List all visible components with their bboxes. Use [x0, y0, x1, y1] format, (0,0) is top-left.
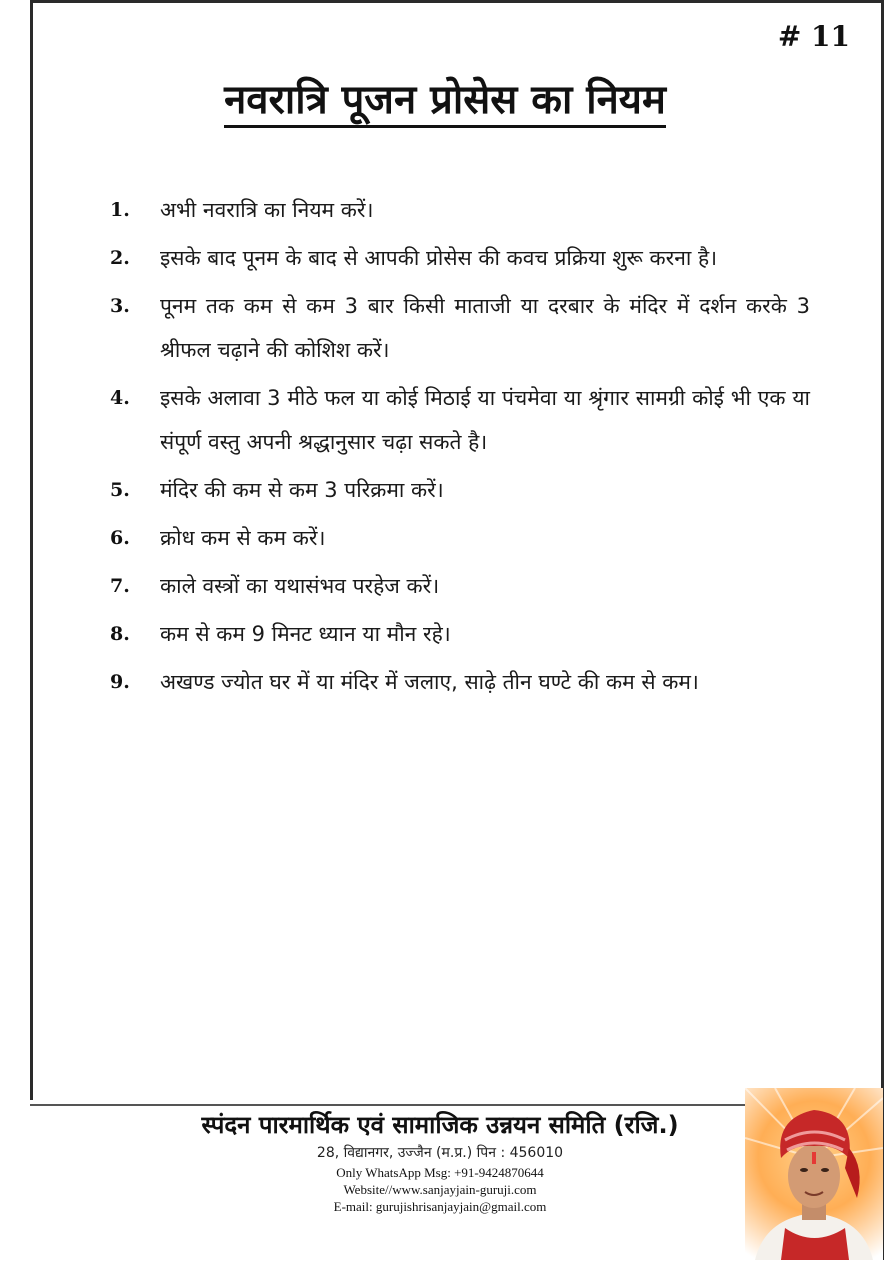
rule-item-3 [110, 284, 810, 372]
rule-text: काले वस्त्रों का यथासंभव परहेज करें। [160, 574, 440, 598]
rule-text: पूनम तक कम से कम 3 बार किसी माताजी या दरबार के मंदिर में दर्शन करके 3 श्रीफल चढ़ाने की कोशिश करें। [160, 294, 810, 362]
organization-name: स्पंदन पारमार्थिक एवं सामाजिक उन्नयन समिति (रजि.) [201, 1111, 679, 1139]
rule-item-1 [110, 188, 810, 232]
rule-number: 3. [110, 295, 130, 317]
rule-item-4 [110, 376, 810, 464]
rule-text: क्रोध कम से कम करें। [160, 526, 326, 550]
rule-text: इसके अलावा 3 मीठे फल या कोई मिठाई या पंचमेवा या श्रृंगार सामग्री कोई भी एक या संपूर्ण वस्तु अपनी श्रद्धानुसार चढ़ा सकते है। [160, 386, 810, 454]
rule-text: इसके बाद पूनम के बाद से आपकी प्रोसेस की कवच प्रक्रिया शुरू करना है। [160, 246, 718, 270]
rule-number: 6. [110, 527, 130, 549]
rule-number: 9. [110, 671, 130, 693]
page-frame-right [881, 0, 884, 1260]
rule-number: 2. [110, 247, 130, 269]
email-link[interactable]: E-mail: gurujishrisanjayjain@gmail.com [333, 1199, 547, 1214]
page-title-container [0, 70, 890, 125]
rule-item-9 [110, 660, 810, 704]
rule-number: 5. [110, 479, 130, 501]
rule-text: कम से कम 9 मिनट ध्यान या मौन रहे। [160, 622, 451, 646]
rule-number: 7. [110, 575, 130, 597]
page-number: # 11 [777, 20, 850, 53]
rule-number: 4. [110, 387, 130, 409]
rule-text: अखण्ड ज्योत घर में या मंदिर में जलाए, साढ़े तीन घण्टे की कम से कम। [160, 670, 699, 694]
rule-item-8 [110, 612, 810, 656]
organization-address: 28, विद्यानगर, उज्जैन (म.प्र.) पिन : 456010 [316, 1145, 564, 1161]
rule-item-5 [110, 468, 810, 512]
rules-list [110, 188, 810, 708]
rule-number: 8. [110, 623, 130, 645]
rule-item-6 [110, 516, 810, 560]
footer-divider [30, 1104, 750, 1106]
rule-item-2 [110, 236, 810, 280]
page-frame-top [30, 0, 884, 3]
footer [150, 1108, 730, 1215]
rule-number: 1. [110, 199, 130, 221]
website-link[interactable]: Website//www.sanjayjain-guruji.com [343, 1182, 537, 1197]
guruji-portrait [745, 1088, 883, 1260]
rule-item-7 [110, 564, 810, 608]
whatsapp-contact: Only WhatsApp Msg: +91-9424870644 [336, 1165, 544, 1180]
rule-text: मंदिर की कम से कम 3 परिक्रमा करें। [160, 478, 444, 502]
page-title: नवरात्रि पूजन प्रोसेस का नियम [224, 77, 666, 128]
page-frame-left [30, 0, 33, 1100]
rule-text: अभी नवरात्रि का नियम करें। [160, 198, 374, 222]
